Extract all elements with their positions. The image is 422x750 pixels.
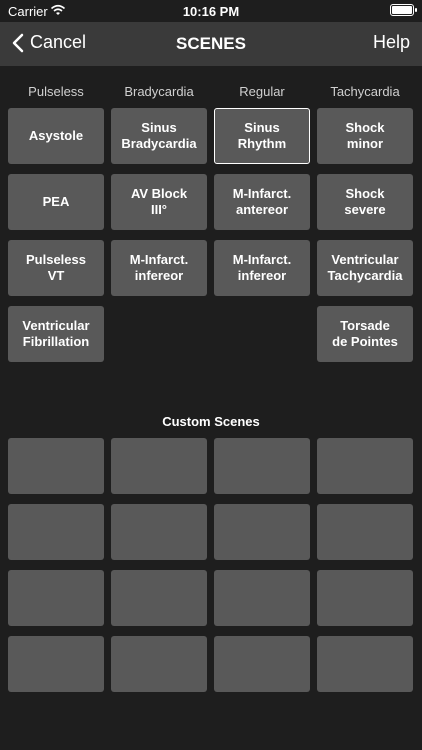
custom-scene-slot[interactable] (214, 636, 310, 692)
custom-scene-slot[interactable] (111, 570, 207, 626)
column-header-tachycardia: Tachycardia (330, 84, 400, 99)
scene-button-sinus-bradycardia[interactable]: Sinus Bradycardia (111, 108, 207, 164)
custom-scene-slot[interactable] (8, 570, 104, 626)
status-bar (0, 0, 422, 22)
column-headers (0, 84, 422, 102)
scene-button-pea[interactable]: PEA (8, 174, 104, 230)
cancel-label: Cancel (30, 32, 87, 52)
scene-button-ventricular-tachycardia[interactable]: Ventricular Tachycardia (317, 240, 413, 296)
custom-scene-slot[interactable] (8, 504, 104, 560)
custom-scene-slot[interactable] (317, 438, 413, 494)
help-button[interactable]: Help (372, 32, 410, 52)
column-header-regular: Regular (239, 84, 285, 99)
carrier-label: Carrier (8, 4, 48, 19)
custom-scene-slot[interactable] (317, 636, 413, 692)
scene-button-m-infarct-antereor[interactable]: M-Infarct. antereor (214, 174, 310, 230)
scene-button-torsade-de-pointes[interactable]: Torsade de Pointes (317, 306, 413, 362)
scene-button-shock-severe[interactable]: Shock severe (317, 174, 413, 230)
scene-button-ventricular-fibrillation[interactable]: Ventricular Fibrillation (8, 306, 104, 362)
custom-scene-slot[interactable] (8, 636, 104, 692)
custom-scene-slot[interactable] (214, 570, 310, 626)
scene-button-asystole[interactable]: Asystole (8, 108, 104, 164)
scene-button-m-infarct-infereor-brady[interactable]: M-Infarct. infereor (111, 240, 207, 296)
page-title: SCENES (176, 34, 246, 53)
custom-scene-slot[interactable] (214, 438, 310, 494)
scene-button-av-block[interactable]: AV Block III° (111, 174, 207, 230)
custom-scene-slot[interactable] (111, 504, 207, 560)
custom-scene-slot[interactable] (214, 504, 310, 560)
scene-button-pulseless-vt[interactable]: Pulseless VT (8, 240, 104, 296)
scene-button-shock-minor[interactable]: Shock minor (317, 108, 413, 164)
custom-scene-slot[interactable] (111, 438, 207, 494)
custom-scene-slot[interactable] (111, 636, 207, 692)
scene-button-sinus-rhythm[interactable]: Sinus Rhythm (214, 108, 310, 164)
custom-scene-slot[interactable] (8, 438, 104, 494)
custom-scene-slot[interactable] (317, 570, 413, 626)
custom-scene-slot[interactable] (317, 504, 413, 560)
custom-scenes-title: Custom Scenes (162, 414, 260, 429)
column-header-pulseless: Pulseless (28, 84, 84, 99)
battery-icon (390, 4, 414, 16)
clock: 10:16 PM (182, 4, 240, 19)
scene-button-m-infarct-infereor[interactable]: M-Infarct. infereor (214, 240, 310, 296)
column-header-bradycardia: Bradycardia (124, 84, 194, 99)
nav-bar (0, 22, 422, 66)
